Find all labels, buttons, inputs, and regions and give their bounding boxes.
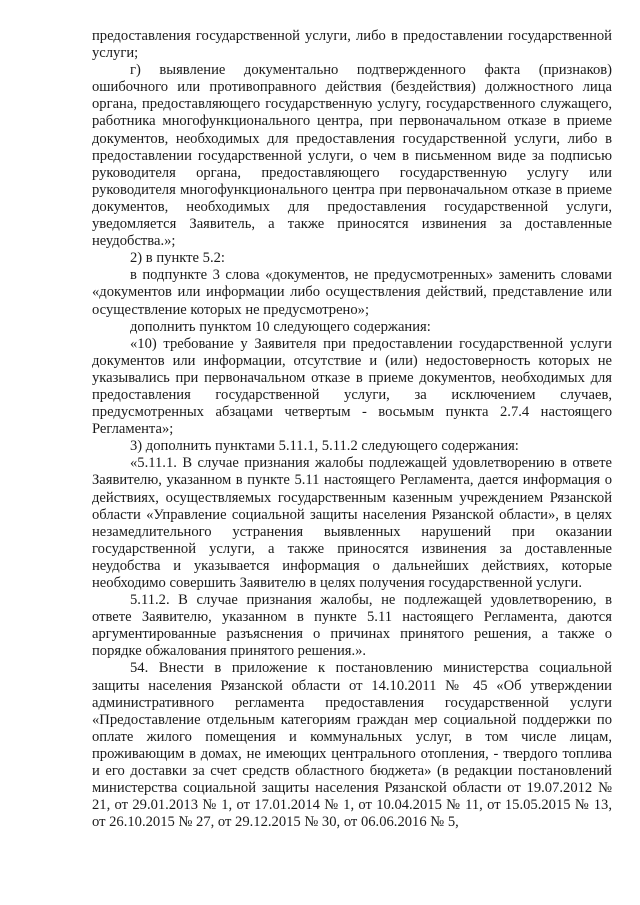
paragraph-subitem-g: г) выявление документально подтвержденного факта (признаков) ошибочного или противоправного действия (бездействия) должностного лица органа, предоставляющего государственную услугу, государственного служащего, работника многофункционального центра, при первоначальном отказе в приеме документов, необходимых для предоставления государственной услуги, либо в предоставлении государственной услуги, о чем в письменном виде за подписью руководителя органа, предоставляющего государственную услугу или руководителя многофункционального центра при первоначальном отказе в приеме документов, необходимых для предоставления государственной услуги, уведомляется Заявитель, а также приносятся извинения за доставленные неудобства.»;	[92, 62, 612, 250]
paragraph-54: 54. Внести в приложение к постановлению министерства социальной защиты населения Рязанской области от 14.10.2011 № 45 «Об утверждении административного регламента предоставления государственной услуги «Предоставление отдельным категориям граждан мер социальной поддержки по оплате жилого помещения и коммунальных услуг, в том числе лицам, проживающим в домах, не имеющих центрального отопления, - твердого топлива и его доставки за счет средств областного бюджета» (в редакции постановлений министерства социальной защиты населения Рязанской области от 19.07.2012 № 21, от 29.01.2013 № 1, от 17.01.2014 № 1, от 10.04.2015 № 11, от 15.05.2015 № 13, от 26.10.2015 № 27, от 29.12.2015 № 30, от 06.06.2016 № 5,	[92, 660, 612, 831]
paragraph-item-10-text: «10) требование у Заявителя при предоставлении государственной услуги документов или информации, отсутствие и (или) недостоверность которых не указывались при первоначальном отказе в приеме документов, необходимых для предоставления государственной услуги, за исключением случаев, предусмотренных абзацами четвертым - восьмым пункта 2.7.4 настоящего Регламента»;	[92, 335, 612, 438]
paragraph-add-item-10: дополнить пунктом 10 следующего содержания:	[130, 318, 431, 335]
paragraph-item-3: 3) дополнить пунктами 5.11.1, 5.11.2 следующего содержания:	[130, 438, 519, 455]
paragraph-continuation: предоставления государственной услуги, либо в предоставлении государственной услуги;	[92, 28, 612, 62]
paragraph-item-2: 2) в пункте 5.2:	[130, 250, 225, 267]
paragraph-subitem-3-replace: в подпункте 3 слова «документов, не предусмотренных» заменить словами «документов или информации либо осуществления действий, представление или осуществление которых не предусмотрено»;	[92, 267, 612, 318]
document-page	[92, 28, 612, 831]
paragraph-5-11-2: 5.11.2. В случае признания жалобы, не подлежащей удовлетворению, в ответе Заявителю, указанном в пункте 5.11 настоящего Регламента, даются аргументированные разъяснения о причинах принятого решения, а также о порядке обжалования принятого решения.».	[92, 592, 612, 660]
paragraph-5-11-1: «5.11.1. В случае признания жалобы подлежащей удовлетворению в ответе Заявителю, указанном в пункте 5.11 настоящего Регламента, дается информация о действиях, осуществляемых государственным казенным учреждением Рязанской области «Управление социальной защиты населения Рязанской области», в целях незамедлительного устранения выявленных нарушений при оказании государственной услуги, а также приносятся извинения за доставленные неудобства и указывается информация о дальнейших действиях, которые необходимо совершить Заявителю в целях получения государственной услуги.	[92, 455, 612, 591]
